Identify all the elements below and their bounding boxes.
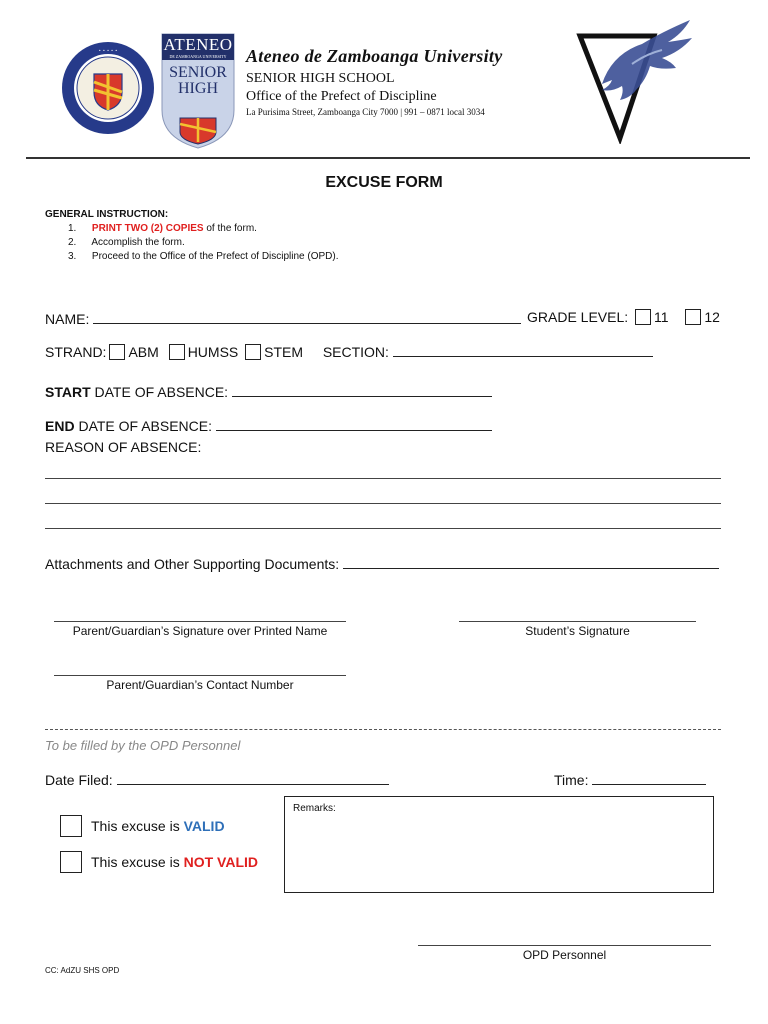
senior-high-logo — [160, 32, 236, 150]
time-label: Time: — [554, 772, 589, 788]
remarks-box[interactable] — [284, 796, 714, 893]
parent-signature-label: Parent/Guardian’s Signature over Printed Name — [72, 624, 328, 638]
date-filed-field[interactable] — [117, 770, 389, 785]
valid-statement — [91, 818, 225, 834]
name-field[interactable] — [93, 309, 521, 324]
instruction-text: of the form. — [203, 223, 257, 234]
section-field[interactable] — [393, 342, 653, 357]
section-label: SECTION: — [322, 344, 389, 360]
attachments-row — [45, 554, 719, 572]
reason-line-2[interactable] — [45, 503, 721, 504]
instruction-highlight: PRINT TWO (2) COPIES — [91, 223, 204, 234]
university-seal — [60, 40, 156, 136]
strand-label: STRAND: — [45, 344, 107, 360]
strand-humss-checkbox[interactable] — [169, 344, 185, 360]
eagle-logo — [572, 14, 702, 144]
date-filed-row — [45, 770, 389, 788]
reason-line-3[interactable] — [45, 528, 721, 529]
end-date-label: DATE OF ABSENCE: — [74, 418, 212, 434]
start-date-label: DATE OF ABSENCE: — [90, 384, 229, 400]
instruction-heading: GENERAL INSTRUCTION: — [45, 209, 169, 220]
start-date-row — [45, 382, 492, 400]
logo-high-text: HIGH — [178, 80, 218, 97]
grade-12-label: 12 — [704, 309, 720, 325]
grade-level-row — [527, 309, 720, 325]
date-filed-label: Date Filed: — [45, 772, 113, 788]
strand-abm-checkbox[interactable] — [109, 344, 125, 360]
strand-row — [45, 342, 653, 360]
header-divider — [26, 157, 750, 159]
logo-ateneo-text: ATENEO — [163, 35, 233, 54]
instruction-number: 2. — [68, 237, 77, 248]
grade-12-checkbox[interactable] — [685, 309, 701, 325]
opd-personnel-line[interactable] — [418, 945, 711, 946]
strand-stem-label: STEM — [264, 344, 304, 360]
university-name: Ateneo de Zamboanga University — [246, 46, 503, 66]
instruction-item-2 — [68, 237, 185, 248]
student-signature-line[interactable] — [459, 621, 696, 622]
time-field[interactable] — [592, 770, 706, 785]
instruction-item-1 — [68, 223, 257, 234]
school-name: SENIOR HIGH SCHOOL — [246, 71, 395, 86]
not-valid-prefix: This excuse is — [91, 854, 184, 870]
name-label: NAME: — [45, 311, 90, 327]
opd-personnel-label: OPD Personnel — [522, 948, 607, 962]
end-date-row — [45, 416, 492, 434]
parent-contact-label: Parent/Guardian’s Contact Number — [106, 678, 294, 692]
valid-prefix: This excuse is — [91, 818, 184, 834]
end-date-bold: END — [45, 418, 75, 434]
end-date-field[interactable] — [216, 416, 492, 431]
logo-senior-text: SENIOR — [169, 64, 227, 81]
opd-note: To be filled by the OPD Personnel — [45, 738, 241, 753]
parent-contact-line[interactable] — [54, 675, 346, 676]
grade-level-label: GRADE LEVEL: — [527, 309, 629, 325]
remarks-label: Remarks: — [293, 803, 336, 814]
grade-11-checkbox[interactable] — [635, 309, 651, 325]
form-title: EXCUSE FORM — [325, 174, 443, 191]
not-valid-checkbox[interactable] — [60, 851, 82, 873]
school-address: La Purisima Street, Zamboanga City 7000 | 991 – 0871 local 3034 — [246, 107, 485, 117]
instruction-text: Proceed to the Office of the Prefect of Discipline (OPD). — [91, 251, 339, 262]
reason-label: REASON OF ABSENCE: — [45, 439, 202, 455]
instruction-number: 3. — [68, 251, 77, 262]
start-date-field[interactable] — [232, 382, 492, 397]
instruction-number: 1. — [68, 223, 77, 234]
instruction-item-3 — [68, 251, 339, 262]
strand-humss-label: HUMSS — [187, 344, 239, 360]
attachments-field[interactable] — [343, 554, 719, 569]
not-valid-statement — [91, 854, 258, 870]
grade-11-label: 11 — [654, 309, 669, 325]
instruction-text: Accomplish the form. — [91, 237, 185, 248]
strand-abm-label: ABM — [128, 344, 159, 360]
time-row — [554, 770, 706, 788]
strand-stem-checkbox[interactable] — [245, 344, 261, 360]
cut-line — [45, 729, 721, 730]
cc-note: CC: AdZU SHS OPD — [45, 966, 120, 975]
office-name: Office of the Prefect of Discipline — [246, 89, 437, 104]
logo-sub-text: DE ZAMBOANGA UNIVERSITY — [169, 54, 227, 59]
valid-word: VALID — [183, 818, 225, 834]
start-date-bold: START — [45, 384, 91, 400]
valid-checkbox[interactable] — [60, 815, 82, 837]
name-row — [45, 309, 521, 327]
reason-line-1[interactable] — [45, 478, 721, 479]
not-valid-word: NOT VALID — [183, 854, 258, 870]
parent-signature-line[interactable] — [54, 621, 346, 622]
attachments-label: Attachments and Other Supporting Documents: — [45, 556, 340, 572]
student-signature-label: Student’s Signature — [525, 624, 630, 638]
svg-text:· · · · ·: · · · · · — [98, 47, 118, 55]
